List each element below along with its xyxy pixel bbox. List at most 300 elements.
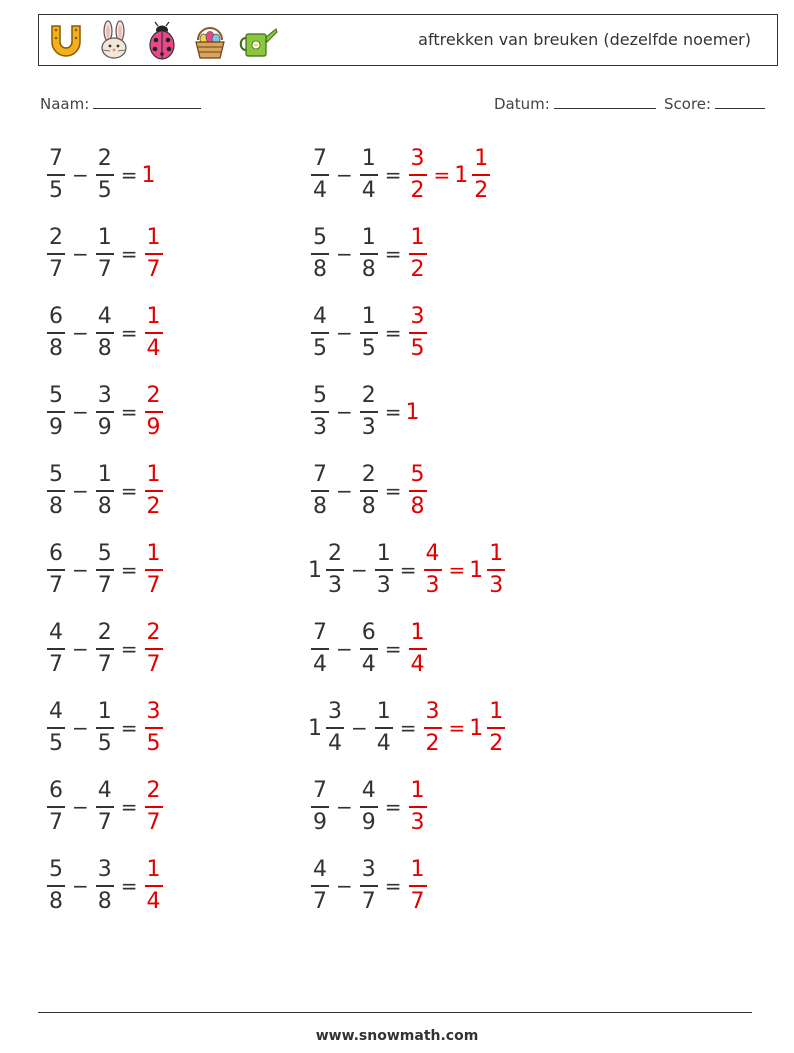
operand-b-fraction-bar [96,885,114,887]
equals-sign: = [384,795,402,819]
answer-fraction [487,699,505,757]
answer [142,857,166,915]
problem-7 [44,614,166,684]
problem-3 [44,298,166,368]
operand-b-fraction-bar [96,253,114,255]
answer-denominator: 2 [410,178,425,203]
operand-b-fraction-bar [96,490,114,492]
operand-a-denominator: 9 [313,810,327,835]
problem-13 [308,298,430,368]
answer [142,620,166,678]
minus-sign: − [336,479,353,503]
minus-sign: − [72,558,89,582]
operand-b-mixed [93,225,117,283]
operand-b-denominator: 7 [97,257,112,282]
operand-b-fraction-bar [96,569,114,571]
operand-b-numerator: 4 [97,304,112,329]
operand-b-denominator: 4 [361,178,376,203]
operand-b-denominator: 9 [361,810,376,835]
operand-a-denominator: 4 [313,652,327,677]
answer-numerator: 3 [410,304,425,329]
operand-a-fraction-bar [326,727,344,729]
answer-fraction-bar [145,490,163,492]
operand-a-denominator: 8 [313,257,327,282]
equals-sign: = [120,795,138,819]
answer-fraction [409,857,427,915]
minus-sign: − [336,637,353,661]
operand-b-fraction [375,699,393,757]
operand-b-mixed [93,699,117,757]
operand-a-numerator: 3 [328,699,342,724]
minus-sign: − [72,400,89,424]
score-line[interactable] [715,93,765,109]
operand-a-denominator: 5 [313,336,327,361]
answer-numerator: 1 [146,225,161,250]
operand-b-numerator: 3 [97,857,112,882]
operand-a-fraction [311,304,329,362]
operand-a-whole: 1 [308,557,322,583]
answer-fraction [145,778,163,836]
operand-b-numerator: 1 [361,304,376,329]
answer-mixed [406,400,421,425]
answer-whole: 1 [454,162,469,188]
name-label: Naam: [40,95,90,113]
operand-b-denominator: 4 [361,652,376,677]
equals-sign: = [120,242,138,266]
operand-b-numerator: 2 [97,620,112,645]
answer-mixed [406,225,430,283]
answer-fraction [145,857,163,915]
operand-a-fraction [47,304,65,362]
operand-b-mixed [93,620,117,678]
operand-b-denominator: 7 [97,810,112,835]
answer-fraction [145,304,163,362]
worksheet-title: aftrekken van breuken (dezelfde noemer) [418,30,751,49]
problem-9 [44,772,166,842]
operand-a-denominator: 7 [313,889,327,914]
answer-numerator: 2 [146,778,161,803]
answer [469,541,508,599]
operand-a-fraction-bar [47,806,65,808]
answer-mixed [406,778,430,836]
answer [406,225,430,283]
operand-a-mixed [44,146,68,204]
operand-a-fraction [47,462,65,520]
operand-b-fraction [360,225,378,283]
date-line[interactable] [554,93,656,109]
operand-a-fraction-bar [47,253,65,255]
operand-a-fraction-bar [311,411,329,413]
equals-sign: = [384,242,402,266]
answer [142,225,166,283]
answer [421,541,445,599]
operand-a-fraction-bar [311,648,329,650]
operand-b-fraction [360,620,378,678]
answer-fraction [145,225,163,283]
operand-b-mixed [357,462,381,520]
answer-mixed [406,620,430,678]
operand-b-fraction-bar [360,332,378,334]
operand-b-denominator: 8 [97,336,112,361]
problem-16 [308,535,508,605]
minus-sign: − [72,637,89,661]
operand-a-mixed [44,699,68,757]
operand-a-mixed [308,462,332,520]
operand-a-mixed [308,778,332,836]
answer-whole: 1 [141,162,156,188]
operand-b-fraction [360,857,378,915]
operand-b-fraction-bar [96,174,114,176]
answer-fraction [424,541,442,599]
operand-a-denominator: 8 [49,494,63,519]
answer-fraction-bar [409,332,427,334]
name-line[interactable] [93,93,201,109]
operand-b-numerator: 5 [97,541,112,566]
operand-b-numerator: 3 [97,383,112,408]
answer-denominator: 7 [146,257,161,282]
operand-a-mixed [44,857,68,915]
operand-b-mixed [357,857,381,915]
name-field [40,93,201,113]
operand-b-numerator: 1 [97,699,112,724]
problem-10 [44,851,166,921]
operand-a-fraction-bar [47,648,65,650]
minus-sign: − [351,558,368,582]
operand-b-mixed [357,304,381,362]
operand-a-fraction-bar [47,411,65,413]
operand-b-denominator: 3 [361,415,376,440]
operand-b-numerator: 1 [97,225,112,250]
operand-b-numerator: 3 [361,857,376,882]
operand-a-denominator: 7 [49,810,63,835]
operand-b-numerator: 2 [97,146,112,171]
answer-numerator: 4 [425,541,440,566]
operand-b-mixed [357,383,381,441]
answer-denominator: 3 [410,810,425,835]
operand-a-fraction [311,146,329,204]
operand-b-fraction [96,699,114,757]
operand-b-denominator: 7 [97,573,112,598]
operand-b-numerator: 1 [97,462,112,487]
answer-fraction [145,383,163,441]
operand-b-mixed [93,383,117,441]
operand-a-numerator: 7 [313,620,327,645]
operand-b-denominator: 7 [97,652,112,677]
operand-a-numerator: 5 [49,857,63,882]
operand-a-fraction [47,146,65,204]
operand-b-numerator: 4 [361,778,376,803]
answer-fraction [145,541,163,599]
answer-mixed [142,857,166,915]
operand-a-fraction [326,699,344,757]
minus-sign: − [72,163,89,187]
answer [406,304,430,362]
answer-numerator: 2 [146,620,161,645]
operand-a-fraction-bar [47,490,65,492]
equals-sign: = [120,163,138,187]
watering-can-icon [237,20,279,62]
answer-numerator: 1 [410,857,425,882]
operand-a-mixed [44,304,68,362]
horseshoe-icon [45,20,87,62]
answer [142,699,166,757]
answer-fraction-bar [409,174,427,176]
answer-fraction [409,462,427,520]
operand-a-numerator: 4 [49,699,63,724]
operand-b-denominator: 3 [376,573,391,598]
problem-15 [308,456,430,526]
operand-b-fraction [360,304,378,362]
answer-mixed [454,146,493,204]
operand-a-denominator: 3 [313,415,327,440]
answer-fraction-bar [145,806,163,808]
answer-numerator: 1 [146,857,161,882]
minus-sign: − [72,479,89,503]
operand-a-fraction [47,699,65,757]
operand-b-fraction-bar [360,806,378,808]
operand-b-denominator: 8 [97,889,112,914]
answer [469,699,508,757]
operand-a-mixed [308,620,332,678]
operand-a-mixed [44,462,68,520]
problem-17 [308,614,430,684]
answer-denominator: 2 [425,731,440,756]
minus-sign: − [72,716,89,740]
answer [421,699,445,757]
answer-denominator: 3 [489,573,504,598]
operand-a-fraction-bar [311,332,329,334]
operand-a-fraction [47,225,65,283]
operand-b-fraction [96,541,114,599]
operand-b-mixed [93,778,117,836]
equals-sign: = [399,558,417,582]
operand-a-fraction-bar [311,490,329,492]
operand-a-mixed [44,225,68,283]
operand-a-whole: 1 [308,715,322,741]
minus-sign: − [72,242,89,266]
operand-a-fraction [47,620,65,678]
operand-b-fraction-bar [96,648,114,650]
equals-sign: = [120,716,138,740]
problem-18 [308,693,508,763]
answer-equals-sign: = [448,716,466,740]
date-field [494,93,656,113]
operand-a-numerator: 4 [313,304,327,329]
operand-a-mixed [308,225,332,283]
answer-denominator: 9 [146,415,161,440]
operand-a-numerator: 6 [49,304,63,329]
minus-sign: − [336,400,353,424]
answer-fraction-bar [472,174,490,176]
equals-sign: = [120,874,138,898]
answer-fraction [487,541,505,599]
operand-a-fraction-bar [47,569,65,571]
problem-4 [44,377,166,447]
operand-b-numerator: 1 [376,541,391,566]
operand-b-fraction [375,541,393,599]
operand-a-fraction [311,462,329,520]
operand-a-numerator: 6 [49,541,63,566]
equals-sign: = [120,637,138,661]
problem-1 [44,140,157,210]
answer-whole: 1 [469,557,484,583]
answer [142,163,157,188]
operand-a-numerator: 5 [49,383,63,408]
operand-a-denominator: 8 [49,336,63,361]
problem-5 [44,456,166,526]
answer-mixed [421,541,445,599]
ladybug-icon [141,20,183,62]
operand-a-mixed [308,541,347,599]
operand-b-fraction [96,383,114,441]
answer [142,778,166,836]
operand-a-fraction [47,857,65,915]
operand-a-fraction [311,620,329,678]
answer-denominator: 5 [410,336,425,361]
operand-b-fraction-bar [375,727,393,729]
answer [406,778,430,836]
operand-b-mixed [93,462,117,520]
problem-6 [44,535,166,605]
operand-a-numerator: 2 [328,541,342,566]
answer-denominator: 4 [410,652,425,677]
footer-url: www.snowmath.com [315,1028,479,1044]
operand-b-fraction [360,146,378,204]
operand-a-denominator: 8 [313,494,327,519]
answer-fraction [145,620,163,678]
operand-a-denominator: 4 [313,178,327,203]
answer-whole: 1 [405,399,420,425]
operand-a-denominator: 4 [328,731,342,756]
answer [406,462,430,520]
equals-sign: = [384,479,402,503]
bunny-icon [93,20,135,62]
operand-b-mixed [93,541,117,599]
operand-b-denominator: 8 [361,494,376,519]
worksheet-header [38,14,778,66]
operand-a-numerator: 2 [49,225,63,250]
answer-denominator: 2 [489,731,504,756]
answer-fraction-bar [424,727,442,729]
operand-b-numerator: 2 [361,462,376,487]
operand-a-fraction [311,383,329,441]
minus-sign: − [336,874,353,898]
minus-sign: − [72,795,89,819]
answer-numerator: 1 [146,462,161,487]
footer-divider [38,1012,752,1013]
answer [142,383,166,441]
answer [142,541,166,599]
answer-fraction [424,699,442,757]
answer-mixed [142,699,166,757]
operand-a-fraction [47,541,65,599]
operand-a-mixed [44,778,68,836]
operand-b-fraction-bar [375,569,393,571]
answer-numerator: 3 [146,699,161,724]
answer-fraction [409,146,427,204]
operand-a-fraction [311,857,329,915]
answer-mixed [406,857,430,915]
answer [142,462,166,520]
easter-basket-icon [189,20,231,62]
answer-numerator: 1 [489,541,504,566]
operand-a-fraction-bar [311,174,329,176]
operand-a-numerator: 7 [313,462,327,487]
answer [406,146,430,204]
equals-sign: = [120,558,138,582]
operand-b-fraction-bar [96,332,114,334]
answer-fraction [409,620,427,678]
problem-2 [44,219,166,289]
answer-fraction-bar [409,253,427,255]
operand-a-numerator: 5 [313,383,327,408]
operand-a-numerator: 6 [49,778,63,803]
answer-fraction [145,699,163,757]
answer [454,146,493,204]
operand-b-mixed [93,146,117,204]
answer-numerator: 5 [410,462,425,487]
equals-sign: = [384,874,402,898]
answer-mixed [142,163,157,188]
answer-mixed [421,699,445,757]
operand-a-fraction-bar [47,174,65,176]
minus-sign: − [336,163,353,187]
operand-b-fraction-bar [360,885,378,887]
score-field [664,93,765,113]
operand-a-numerator: 7 [313,778,327,803]
problem-8 [44,693,166,763]
operand-b-fraction-bar [96,806,114,808]
operand-a-mixed [308,383,332,441]
operand-a-numerator: 7 [49,146,63,171]
operand-b-numerator: 1 [361,146,376,171]
equals-sign: = [120,479,138,503]
operand-a-numerator: 7 [313,146,327,171]
operand-a-fraction-bar [47,885,65,887]
operand-b-mixed [357,146,381,204]
answer-numerator: 1 [146,541,161,566]
answer-numerator: 1 [146,304,161,329]
operand-a-mixed [308,304,332,362]
answer-denominator: 2 [410,257,425,282]
answer-denominator: 7 [410,889,425,914]
answer-mixed [469,699,508,757]
answer-fraction [409,304,427,362]
answer-fraction [409,225,427,283]
answer-fraction-bar [487,569,505,571]
operand-b-mixed [357,620,381,678]
answer-equals-sign: = [448,558,466,582]
minus-sign: − [336,321,353,345]
answer-numerator: 1 [474,146,489,171]
operand-a-fraction [326,541,344,599]
answer-mixed [142,225,166,283]
operand-b-fraction-bar [360,174,378,176]
operand-a-denominator: 5 [49,178,63,203]
minus-sign: − [72,874,89,898]
operand-b-numerator: 6 [361,620,376,645]
operand-b-mixed [93,304,117,362]
operand-b-denominator: 5 [97,731,112,756]
operand-a-fraction-bar [47,727,65,729]
operand-a-fraction [311,778,329,836]
answer-fraction-bar [409,648,427,650]
answer-denominator: 4 [146,889,161,914]
problem-12 [308,219,430,289]
answer-mixed [406,462,430,520]
operand-b-mixed [372,541,396,599]
operand-b-fraction-bar [360,411,378,413]
